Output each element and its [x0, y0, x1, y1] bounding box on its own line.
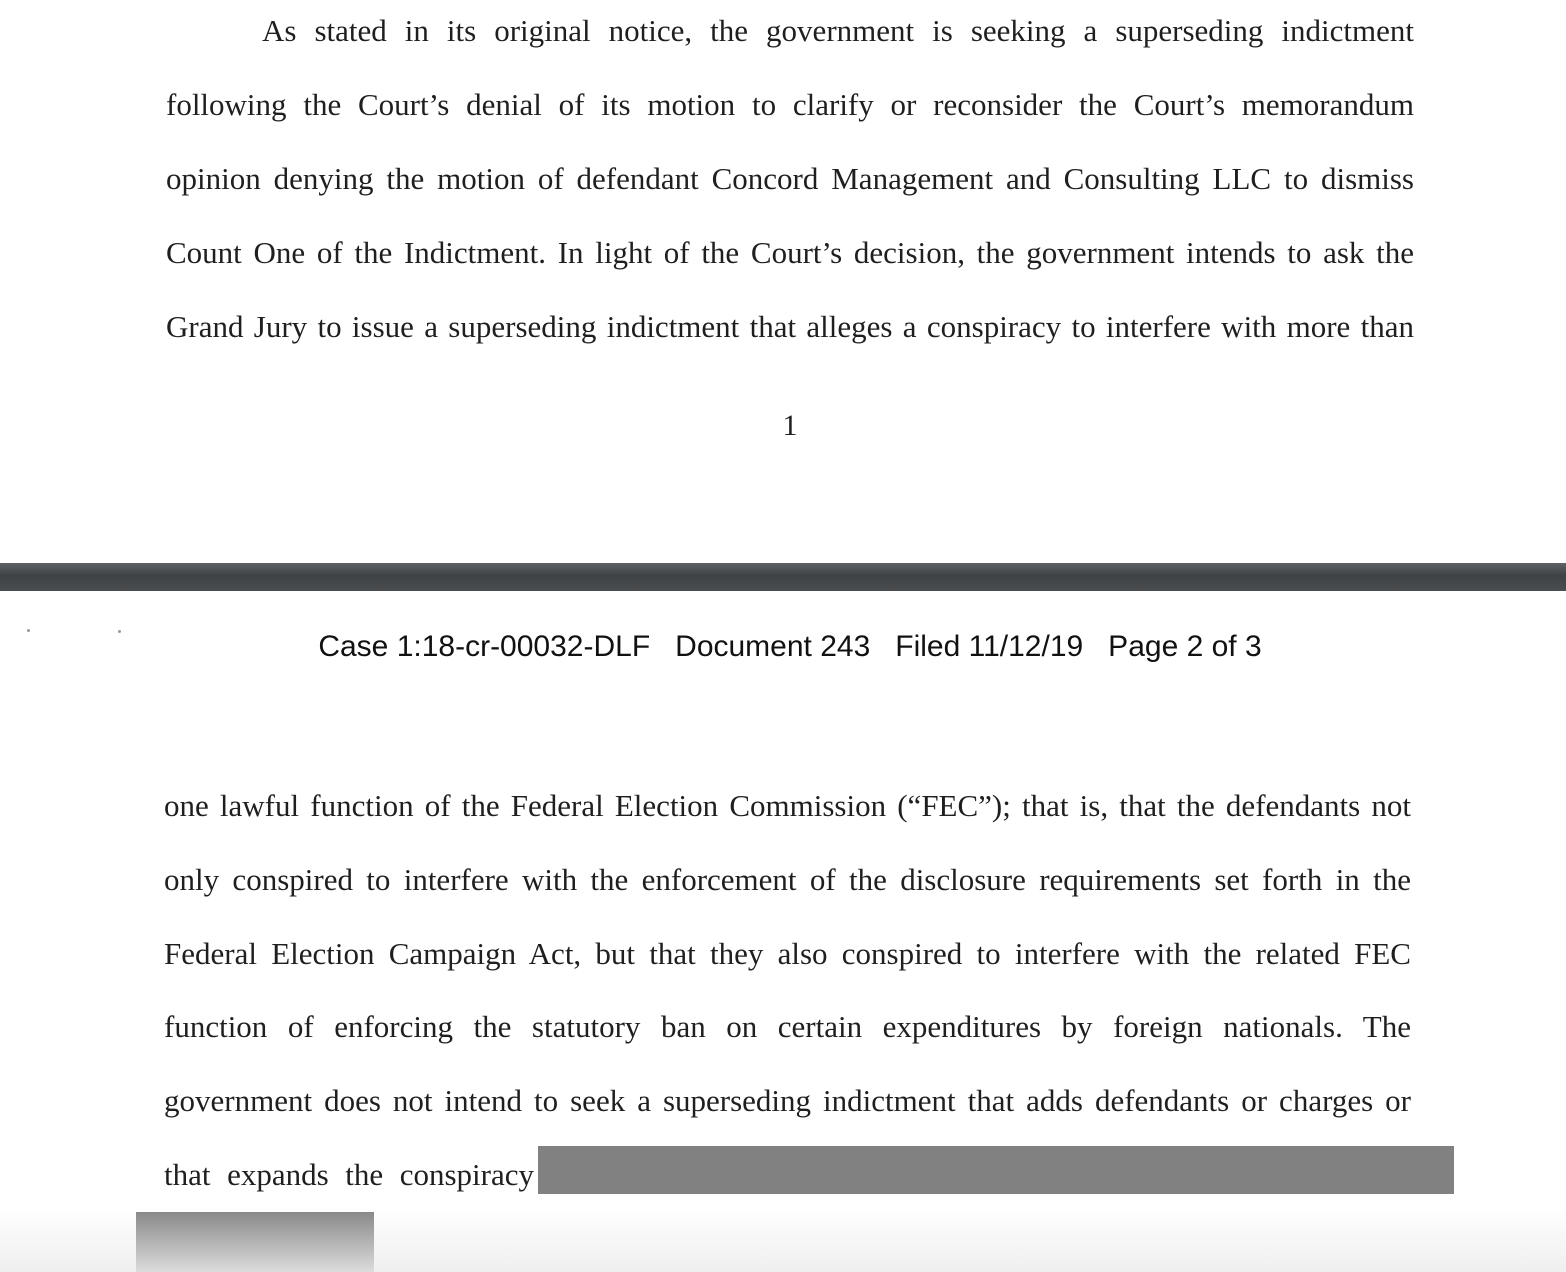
- page-2-top-portion: [0, 591, 1566, 1272]
- paragraph-line: Federal Election Campaign Act, but that they also conspired to interfere with the related FEC: [164, 936, 1411, 971]
- page-number: 1: [782, 409, 798, 442]
- paragraph-line: function of enforcing the statutory ban on certain expenditures by foreign nationals. The: [164, 1009, 1411, 1044]
- paragraph-line: Count One of the Indictment. In light of the Court’s decision, the government intends to ask the: [166, 235, 1414, 270]
- paragraph-line: As stated in its original notice, the government is seeking a superseding indictment: [262, 13, 1414, 48]
- page-1-bottom-portion: [0, 0, 1566, 563]
- redaction-block: [538, 1146, 1454, 1194]
- paragraph-line: that expands the conspiracy: [164, 1157, 534, 1192]
- case-header: Case 1:18-cr-00032-DLF Document 243 Filed 11/12/19 Page 2 of 3: [318, 630, 1262, 663]
- paragraph-line: only conspired to interfere with the enforcement of the disclosure requirements set forth in the: [164, 862, 1411, 897]
- paragraph-line: opinion denying the motion of defendant Concord Management and Consulting LLC to dismiss: [166, 161, 1414, 196]
- page-separator: [0, 563, 1566, 591]
- page-shadow: [0, 1206, 1566, 1272]
- paragraph-line: Grand Jury to issue a superseding indictment that alleges a conspiracy to interfere with more than: [166, 309, 1414, 344]
- paragraph-line: following the Court’s denial of its motion to clarify or reconsider the Court’s memorandum: [166, 87, 1414, 122]
- paragraph-line: one lawful function of the Federal Election Commission (“FEC”); that is, that the defendants not: [164, 788, 1411, 823]
- paragraph-line: government does not intend to seek a superseding indictment that adds defendants or charges or: [164, 1083, 1411, 1118]
